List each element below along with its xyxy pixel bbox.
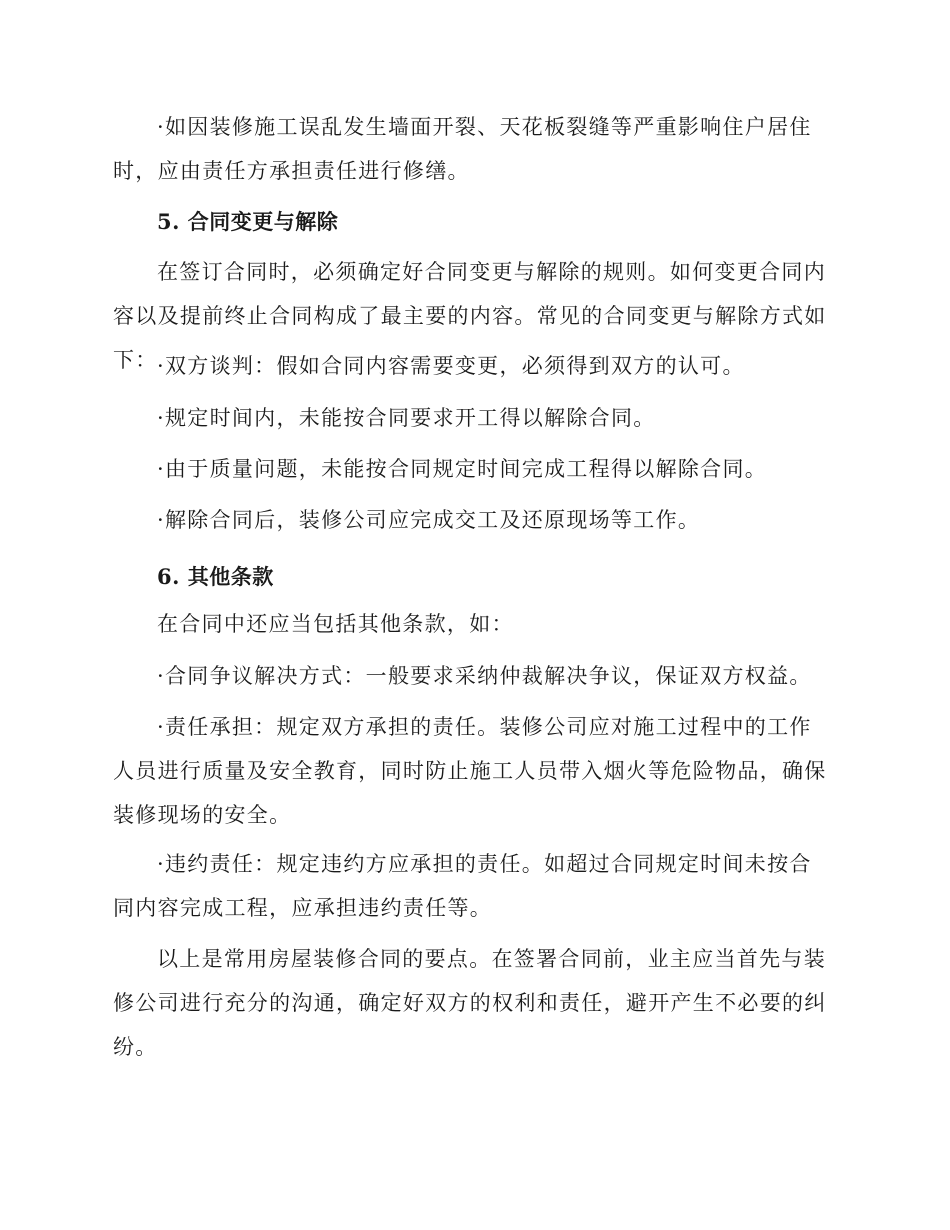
list-item-dispute-resolution: ·合同争议解决方式：一般要求采纳仲裁解决争议，保证双方权益。 bbox=[157, 664, 812, 688]
paragraph-contract-change-intro: 在签订合同时，必须确定好合同变更与解除的规则。如何变更合同内容以及提前终止合同构成了最主要的内容。常见的合同变更与解除方式如下： bbox=[113, 260, 827, 372]
list-item-responsibility: ·责任承担：规定双方承担的责任。装修公司应对施工过程中的工作人员进行质量及安全教育，同时防止施工人员带入烟火等危险物品，确保装修现场的安全。 bbox=[113, 715, 827, 827]
paragraph-other-terms-intro: 在合同中还应当包括其他条款，如： bbox=[157, 612, 514, 636]
list-item-after-termination: ·解除合同后，装修公司应完成交工及还原现场等工作。 bbox=[157, 508, 701, 532]
list-item-start-deadline: ·规定时间内，未能按合同要求开工得以解除合同。 bbox=[157, 406, 656, 430]
paragraph-wall-cracking-clause: ·如因装修施工误乱发生墙面开裂、天花板裂缝等严重影响住户居住时，应由责任方承担责任进行修缮。 bbox=[113, 115, 812, 183]
section-heading-contract-change: 5. 合同变更与解除 bbox=[157, 209, 339, 234]
list-item-negotiation: ·双方谈判：假如合同内容需要变更，必须得到双方的认可。 bbox=[157, 354, 745, 378]
section-heading-other-terms: 6. 其他条款 bbox=[157, 564, 274, 589]
list-item-quality-issue: ·由于质量问题，未能按合同规定时间完成工程得以解除合同。 bbox=[157, 457, 768, 481]
paragraph-conclusion: 以上是常用房屋装修合同的要点。在签署合同前，业主应当首先与装修公司进行充分的沟通，确定好双方的权利和责任，避开产生不必要的纠纷。 bbox=[113, 947, 827, 1059]
list-item-breach-liability: ·违约责任：规定违约方应承担的责任。如超过合同规定时间未按合同内容完成工程，应承担违约责任等。 bbox=[113, 852, 812, 920]
